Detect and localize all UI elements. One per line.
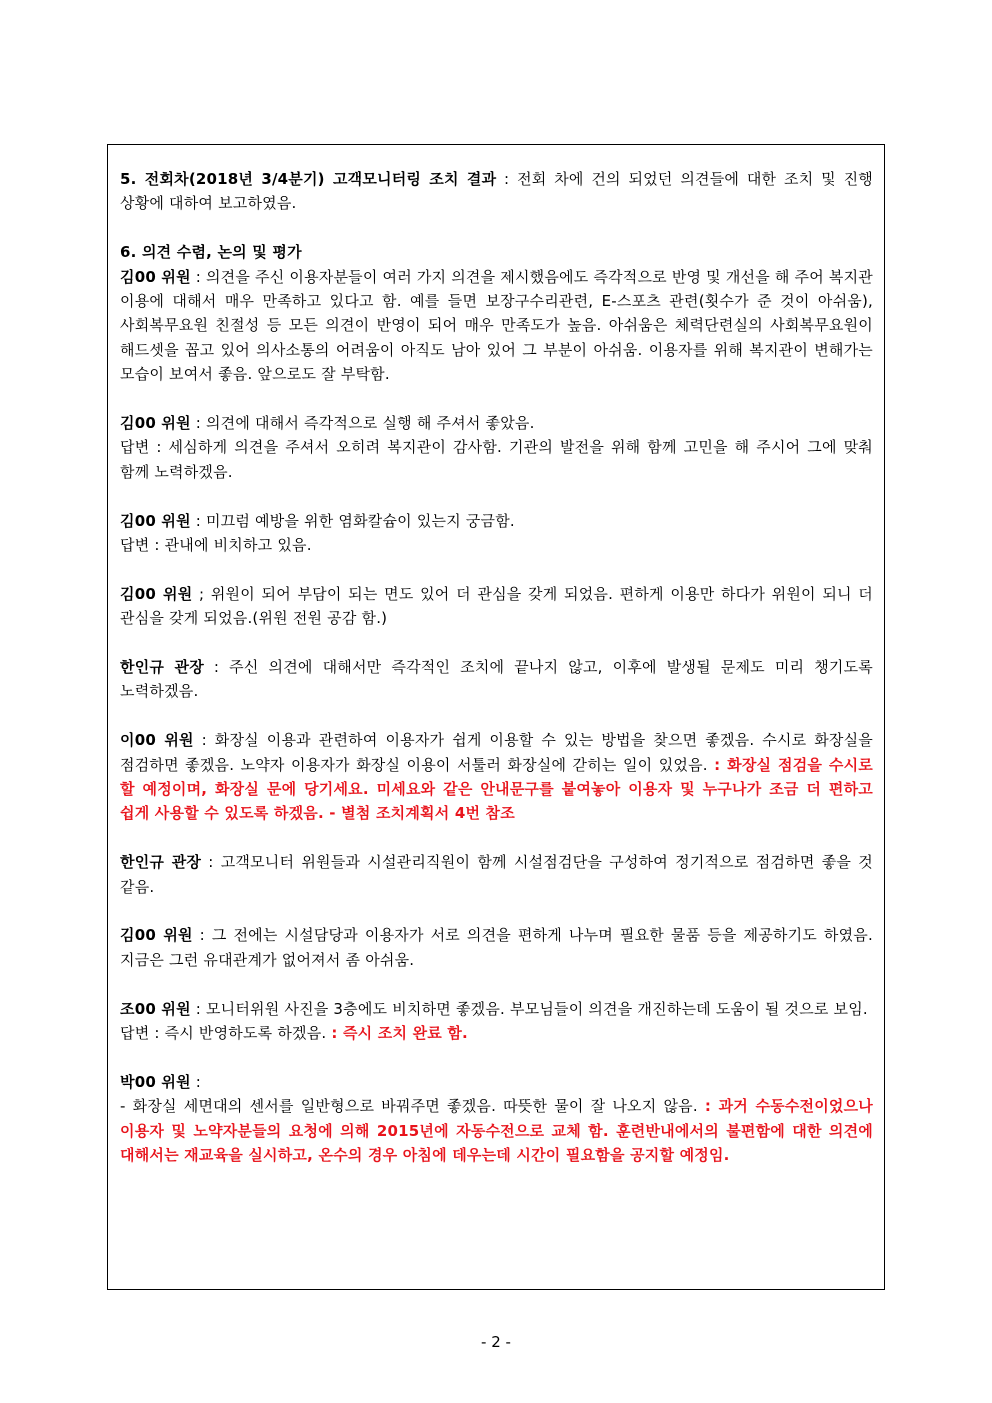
- section-5: [120, 167, 873, 216]
- comment-1: [120, 265, 873, 387]
- action-note: : 즉시 조치 완료 함.: [331, 1024, 468, 1043]
- comment-10: [120, 1070, 873, 1094]
- comment-speaker: 조00 위원: [120, 999, 191, 1018]
- comment-text: : 미끄럼 예방을 위한 염화칼슘이 있는지 궁금함.: [190, 511, 515, 530]
- section-5-text: : 전회 차에 건의 되었던 의견들에 대한 조치 및 진행 상황에 대하여 보고하였음.: [120, 170, 873, 213]
- item-text: - 화장실 세면대의 센서를 일반형으로 바꿔주면 좋겠음. 따뜻한 물이 잘 나오지 않음.: [120, 1097, 705, 1116]
- comment-text: : 고객모니터 위원들과 시설관리직원이 함께 시설점검단을 구성하여 정기적으로 점검하면 좋을 것 같음.: [120, 853, 873, 896]
- answer-3: 답변 : 관내에 비치하고 있음.: [120, 536, 312, 555]
- comment-text: :: [190, 1072, 202, 1091]
- comment-text: : 모니터위원 사진을 3층에도 비치하면 좋겠음. 부모님들이 의견을 개진하는데 도움이 될 것으로 보임.: [190, 999, 868, 1018]
- comment-text: : 주신 의견에 대해서만 즉각적인 조치에 끝나지 않고, 이후에 발생될 문제도 미리 챙기도록 노력하겠음.: [120, 658, 873, 701]
- action-note: : 과거 수동수전이었으나 이용자 및 노약자분들의 요청에 의해 2015년에 자동수전으로 교체 함. 훈련반내에서의 불편함에 대한 의견에 대해서는 재교육을 실시하고, 온수의 경우 아침에 데우는데 시간이 필요함을 공지할 예정임.: [120, 1097, 873, 1165]
- comment-8: [120, 923, 873, 972]
- comment-text: : 의견을 주신 이용자분들이 여러 가지 의견을 제시했음에도 즉각적으로 반영 및 개선을 해 주어 복지관 이용에 대해서 매우 만족하고 있다고 함. 예를 들면 보장구수리관련, E-스포츠 관련(횟수가 준 것이 아쉬움), 사회복무요원 친절성 등 모든 의견이 반영이 되어 매우 만족도가 높음. 아쉬움은 체력단련실의 사회복무요원이 해드셋을 꼽고 있어 의사소통의 어려움이 아직도 남아 있어 그 부분이 아쉬움. 이용자를 위해 복지관이 변해가는 모습이 보여서 좋음. 앞으로도 잘 부탁함.: [120, 267, 873, 384]
- answer-text: 답변 : 즉시 반영하도록 하겠음.: [120, 1024, 332, 1043]
- comment-5: [120, 655, 873, 704]
- comment-speaker: 이00 위원: [120, 731, 194, 750]
- comment-speaker: 김00 위원: [120, 414, 191, 433]
- comment-text: : 그 전에는 시설담당과 이용자가 서로 의견을 편하게 나누며 필요한 물품 등을 제공하기도 하였음. 지금은 그런 유대관계가 없어져서 좀 아쉬움.: [120, 926, 873, 969]
- comment-speaker: 김00 위원: [120, 584, 193, 603]
- comment-10-item: [120, 1094, 873, 1167]
- comment-speaker: 한인규 관장: [120, 853, 202, 872]
- comment-text: : 의견에 대해서 즉각적으로 실행 해 주셔서 좋았음.: [190, 414, 535, 433]
- section-6-heading: 6. 의견 수렴, 논의 및 평가: [120, 243, 302, 262]
- comment-speaker: 김00 위원: [120, 267, 191, 286]
- comment-speaker: 김00 위원: [120, 926, 193, 945]
- comment-4: [120, 582, 873, 631]
- comment-speaker: 김00 위원: [120, 511, 191, 530]
- comment-7: [120, 850, 873, 899]
- comment-speaker: 박00 위원: [120, 1072, 191, 1091]
- minutes-box: [107, 144, 885, 1290]
- comment-speaker: 한인규 관장: [120, 658, 204, 677]
- answer-9: [120, 1021, 873, 1045]
- action-note: : 화장실 점검을 수시로 할 예정이며, 화장실 문에 당기세요. 미세요와 같은 안내문구를 붙여놓아 이용자 및 누구나가 조금 더 편하고 쉽게 사용할 수 있도록 하겠음. - 별첨 조치계획서 4번 참조: [120, 755, 873, 823]
- comment-9: [120, 997, 873, 1021]
- section-5-heading: 5. 전회차(2018년 3/4분기) 고객모니터링 조치 결과: [120, 170, 497, 188]
- answer-2: 답변 : 세심하게 의견을 주셔서 오히려 복지관이 감사함. 기관의 발전을 위해 함께 고민을 해 주시어 그에 맞춰 함께 노력하겠음.: [120, 438, 873, 481]
- comment-text: ; 위원이 되어 부담이 되는 면도 있어 더 관심을 갖게 되었음. 편하게 이용만 하다가 위원이 되니 더 관심을 갖게 되었음.(위원 전원 공감 함.): [120, 584, 873, 628]
- comment-6: [120, 728, 873, 826]
- comment-2: [120, 411, 873, 435]
- comment-text: : 화장실 이용과 관련하여 이용자가 쉽게 이용할 수 있는 방법을 찾으면 좋겠음. 수시로 화장실을 점검하면 좋겠음. 노약자 이용자가 화장실 이용이 서툴러 화장실에 갇히는 일이 있었음.: [120, 731, 873, 774]
- page-number: - 2 -: [481, 1333, 511, 1351]
- comment-3: [120, 509, 873, 533]
